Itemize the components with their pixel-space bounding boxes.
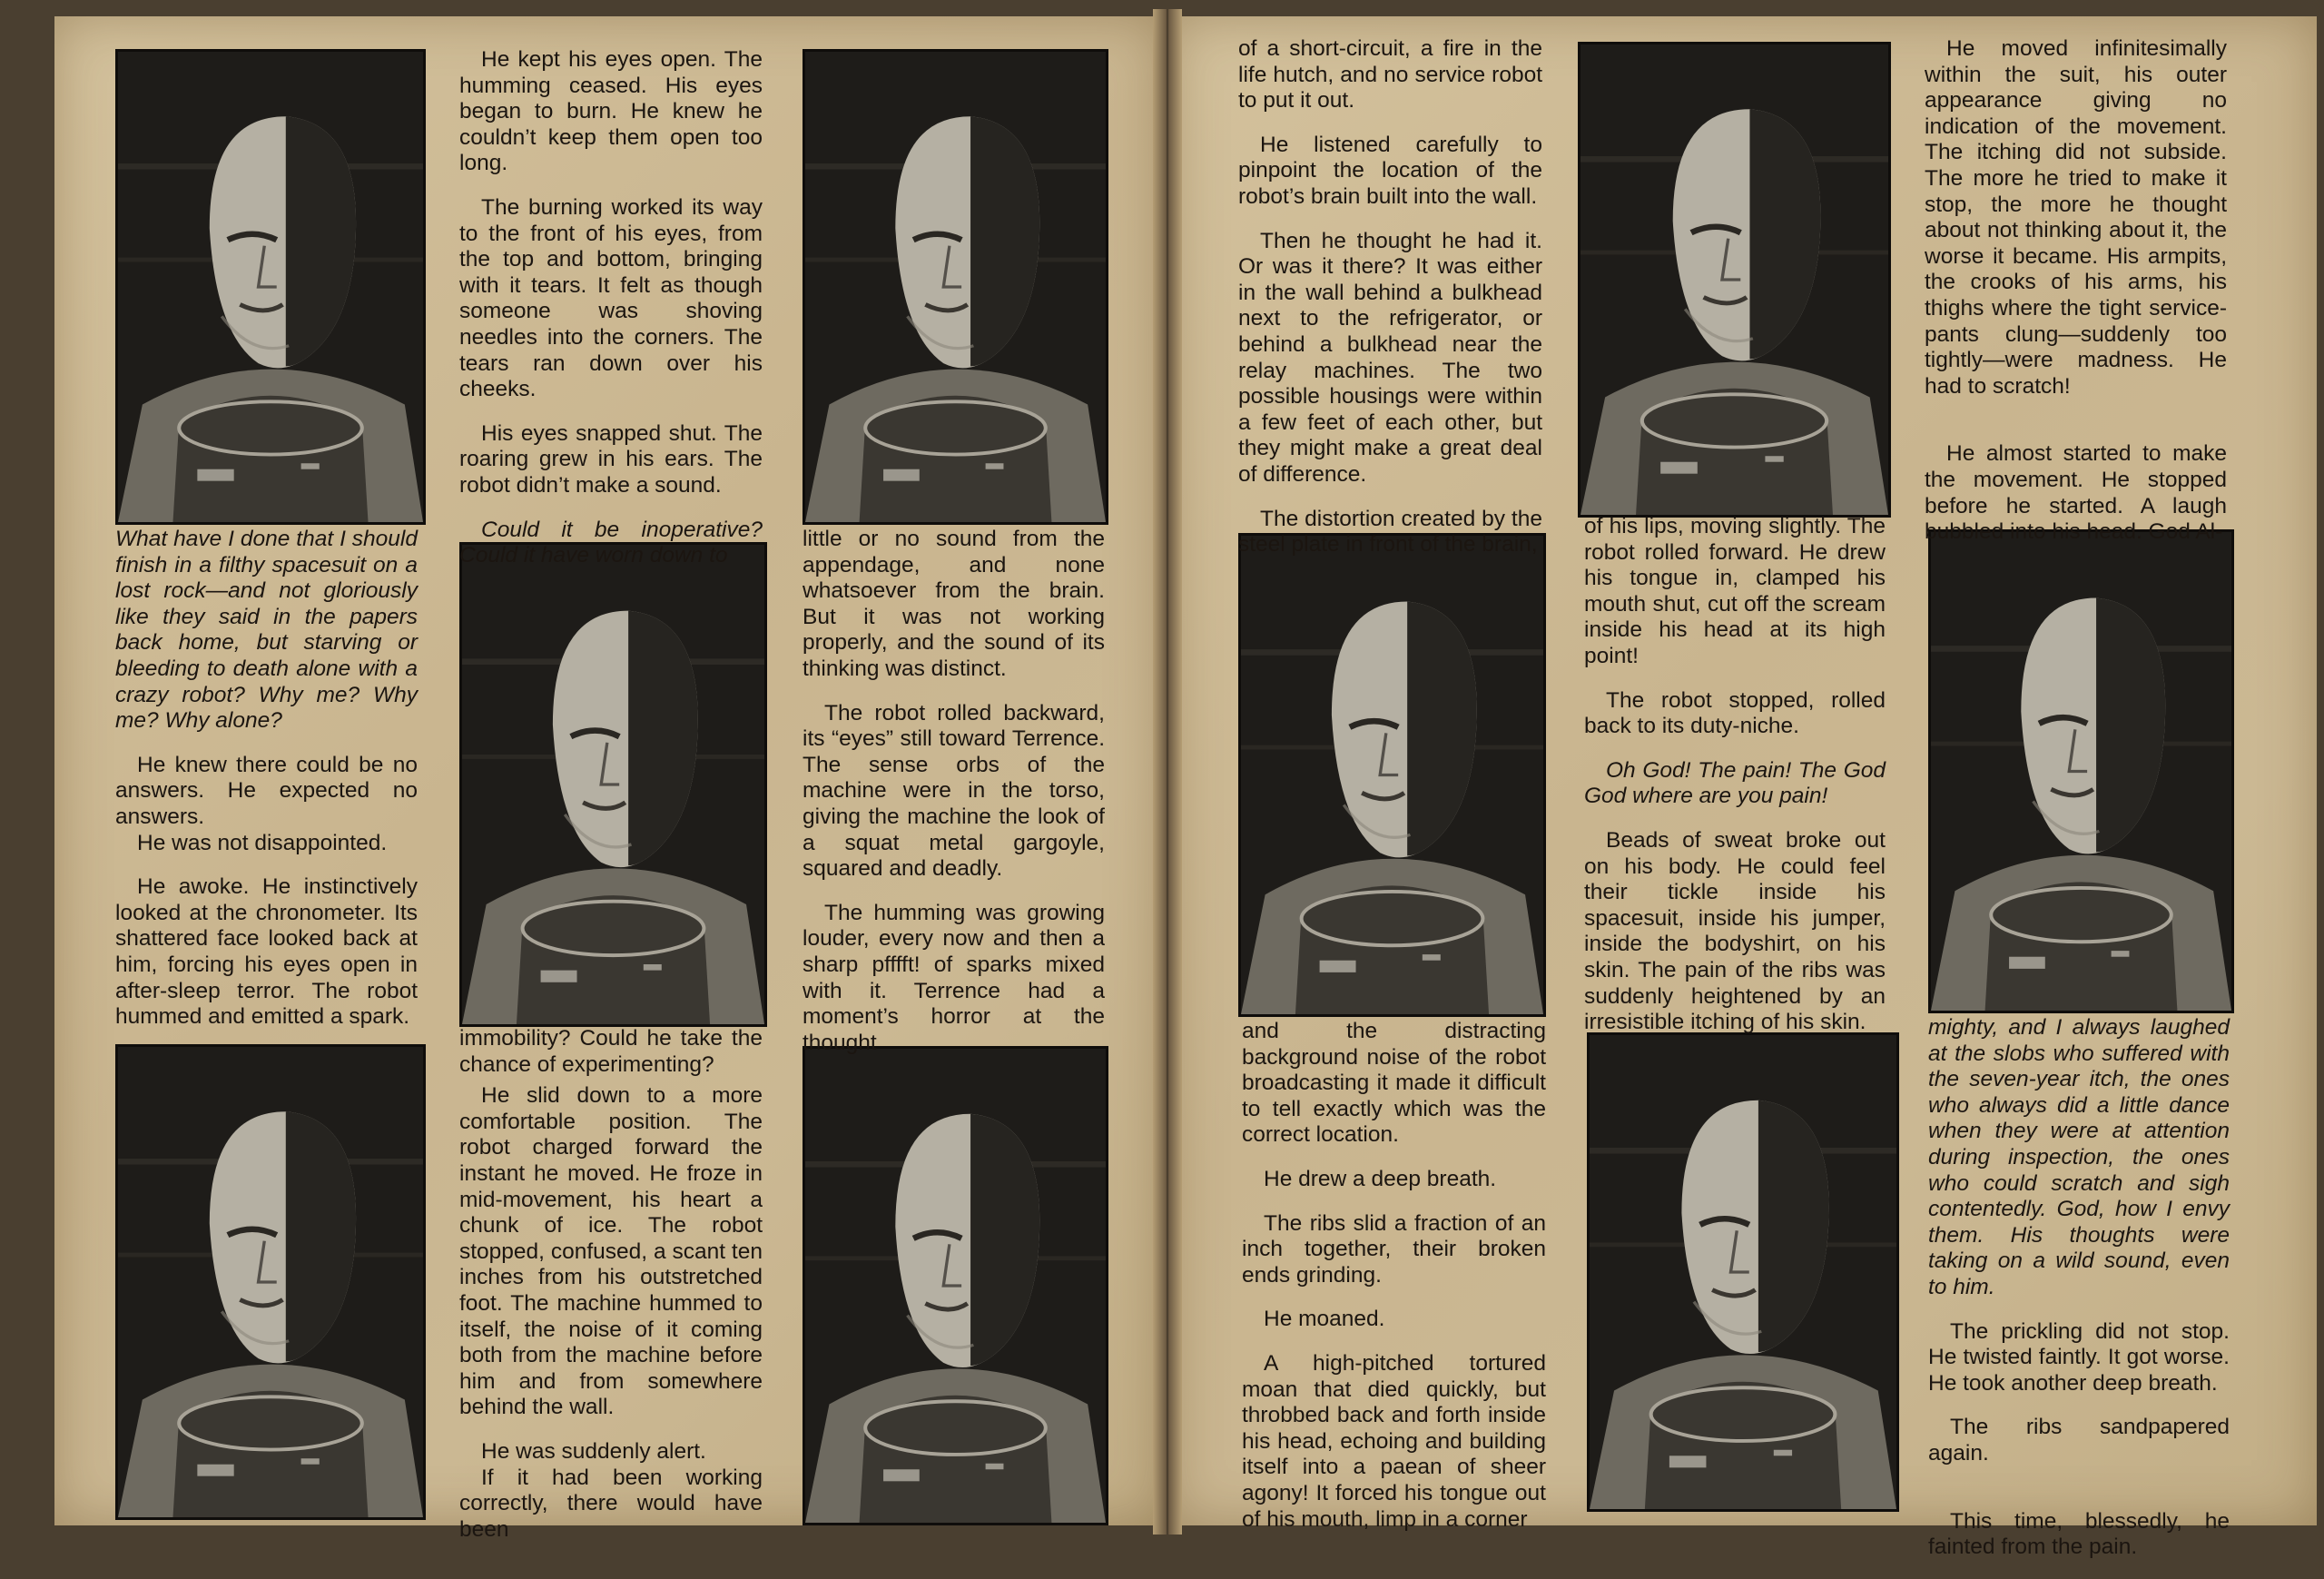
paragraph: He moved infinitesimally within the suit, his outer appearance giving no indication of the movement. The itching did not subside. The more he tried to make it stop, the more he thought about not thinking about it, the worse it became. His armpits, the crooks of his arms, his thighs where the tight service-pants clung—suddenly too tightly—were madness. He had to scratch! xyxy=(1925,36,2227,399)
paragraph: of his lips, moving slightly. The robot rolled forward. He drew his tongue in, clamped his mouth shut, cut off the scream inside his head at its high point! xyxy=(1584,514,1886,668)
text-column-3 xyxy=(803,527,1105,1074)
paragraph: If it had been working correctly, there would have been xyxy=(459,1465,763,1542)
paragraph: The prickling did not stop. He twisted faintly. It got worse. He took another deep breath. xyxy=(1928,1318,2230,1396)
paragraph: The burning worked its way to the front of his eyes, from the top and bottom, bringing with it tears. It felt as though someone was shoving needles into the corners. The tears ran down over his cheeks. xyxy=(459,194,763,402)
astronaut-portrait-illustration xyxy=(115,1044,426,1520)
text-column-6-continued xyxy=(1928,1015,2230,1579)
text-column-1 xyxy=(115,527,418,1049)
text-column-2-continued xyxy=(459,1026,763,1561)
astronaut-portrait-illustration xyxy=(459,542,767,1027)
paragraph: Could it be inoperative? Could it have worn down to xyxy=(459,517,763,568)
paragraph: Then he thought he had it. Or was it there? It was either in the wall behind a bulkhead next to the refrigerator, or behind a bulkhead near the relay machines. The two possible housings were within a few feet of each other, but they might make a great deal of difference. xyxy=(1238,228,1542,487)
text-column-2 xyxy=(459,47,763,587)
paragraph: He almost started to make the movement. He stopped before he started. A laugh bubbled into his head. God Al- xyxy=(1925,441,2227,545)
astronaut-portrait-illustration xyxy=(115,49,426,525)
astronaut-portrait-illustration xyxy=(1587,1032,1899,1512)
paragraph: and the distracting background noise of the robot broadcasting it made it difficult to tell exactly which was the correct location. xyxy=(1242,1019,1546,1148)
paragraph: He awoke. He instinctively looked at the chronometer. Its shattered face looked back at him, forcing his eyes open in after-sleep terror. The robot hummed and emitted a spark. xyxy=(115,874,418,1030)
paragraph: He moaned. xyxy=(1264,1307,1385,1332)
text-column-6 xyxy=(1925,36,2227,564)
paragraph: He knew there could be no answers. He expected no answers. xyxy=(115,752,418,829)
paragraph: He slid down to a more comfortable position. The robot charged forward the instant he moved. He froze in mid-movement, his heart a chunk of ice. The robot stopped, confused, a scant ten inches from his outstretched foot. The machine hummed to itself, the noise of it coming both from the machine before him and from somewhere behind the wall. xyxy=(459,1083,763,1420)
paragraph: The distortion created by the steel plate in front of the brain, xyxy=(1238,506,1542,558)
paragraph: The humming was growing louder, every now and then a sharp pfffft! of sparks mixed with it. Terrence had a moment’s horror at the thought xyxy=(803,900,1105,1055)
paragraph: This time, blessedly, he fainted from the pain. xyxy=(1928,1508,2230,1560)
paragraph: A high-pitched tortured moan that died quickly, but throbbed back and forth inside his head, echoing and building itself into a paean of sheer agony! It forced his tongue out of his mouth, limp in a corner xyxy=(1242,1350,1546,1532)
astronaut-portrait-illustration xyxy=(803,49,1108,525)
paragraph: Oh God! The pain! The God God where are you pain! xyxy=(1584,757,1886,809)
text-column-4 xyxy=(1238,36,1542,577)
paragraph: Beads of sweat broke out on his body. He could feel their tickle inside his spacesuit, inside his jumper, inside the bodyshirt, on his skin. The pain of the ribs was suddenly heightened by an irresistible itching of his skin. xyxy=(1584,827,1886,1035)
paragraph: immobility? Could he take the chance of experimenting? xyxy=(459,1026,763,1077)
paragraph: What have I done that I should finish in a filthy spacesuit on a lost rock—and not gloriously like they said in the papers back home, but starving or bleeding to death alone with a crazy robot? Why me? Why me? Why alone? xyxy=(115,527,418,734)
paragraph: He was suddenly alert. xyxy=(481,1438,706,1464)
paragraph: The ribs slid a fraction of an inch together, their broken ends grinding. xyxy=(1242,1210,1546,1288)
paragraph: little or no sound from the appendage, and none whatsoever from the brain. But it was not working properly, and the sound of its thinking was distinct. xyxy=(803,527,1105,681)
paragraph: He kept his eyes open. The humming ceased. His eyes began to burn. He knew he couldn’t keep them open too long. xyxy=(459,47,763,176)
astronaut-portrait-illustration xyxy=(1238,533,1546,1017)
text-column-5 xyxy=(1584,514,1886,1054)
paragraph: The robot stopped, rolled back to its duty-niche. xyxy=(1584,687,1886,739)
page-gutter xyxy=(1153,9,1182,1535)
paragraph: His eyes snapped shut. The roaring grew in his ears. The robot didn’t make a sound. xyxy=(459,420,763,498)
text-column-4-continued xyxy=(1242,1019,1546,1551)
astronaut-portrait-illustration xyxy=(1578,42,1891,518)
paragraph: The ribs sandpapered again. xyxy=(1928,1415,2230,1466)
paragraph: mighty, and I always laughed at the slobs who suffered with the seven-year itch, the ones who always did a little dance when they were at attention during inspection, the ones who could scratch and sigh contentedly. God, how I envy them. His thoughts were taking on a wild sound, even to him. xyxy=(1928,1015,2230,1299)
paragraph: of a short-circuit, a fire in the life hutch, and no service robot to put it out. xyxy=(1238,36,1542,113)
paragraph: He was not disappointed. xyxy=(137,830,388,855)
astronaut-portrait-illustration xyxy=(1928,529,2234,1013)
paragraph: He drew a deep breath. xyxy=(1264,1166,1497,1191)
paragraph: The robot rolled backward, its “eyes” still toward Terrence. The sense orbs of the machine were in the torso, giving the machine the look of a squat metal gargoyle, squared and deadly. xyxy=(803,700,1105,882)
astronaut-portrait-illustration xyxy=(803,1046,1108,1525)
paragraph: He listened carefully to pinpoint the location of the robot’s brain built into the wall. xyxy=(1238,132,1542,209)
